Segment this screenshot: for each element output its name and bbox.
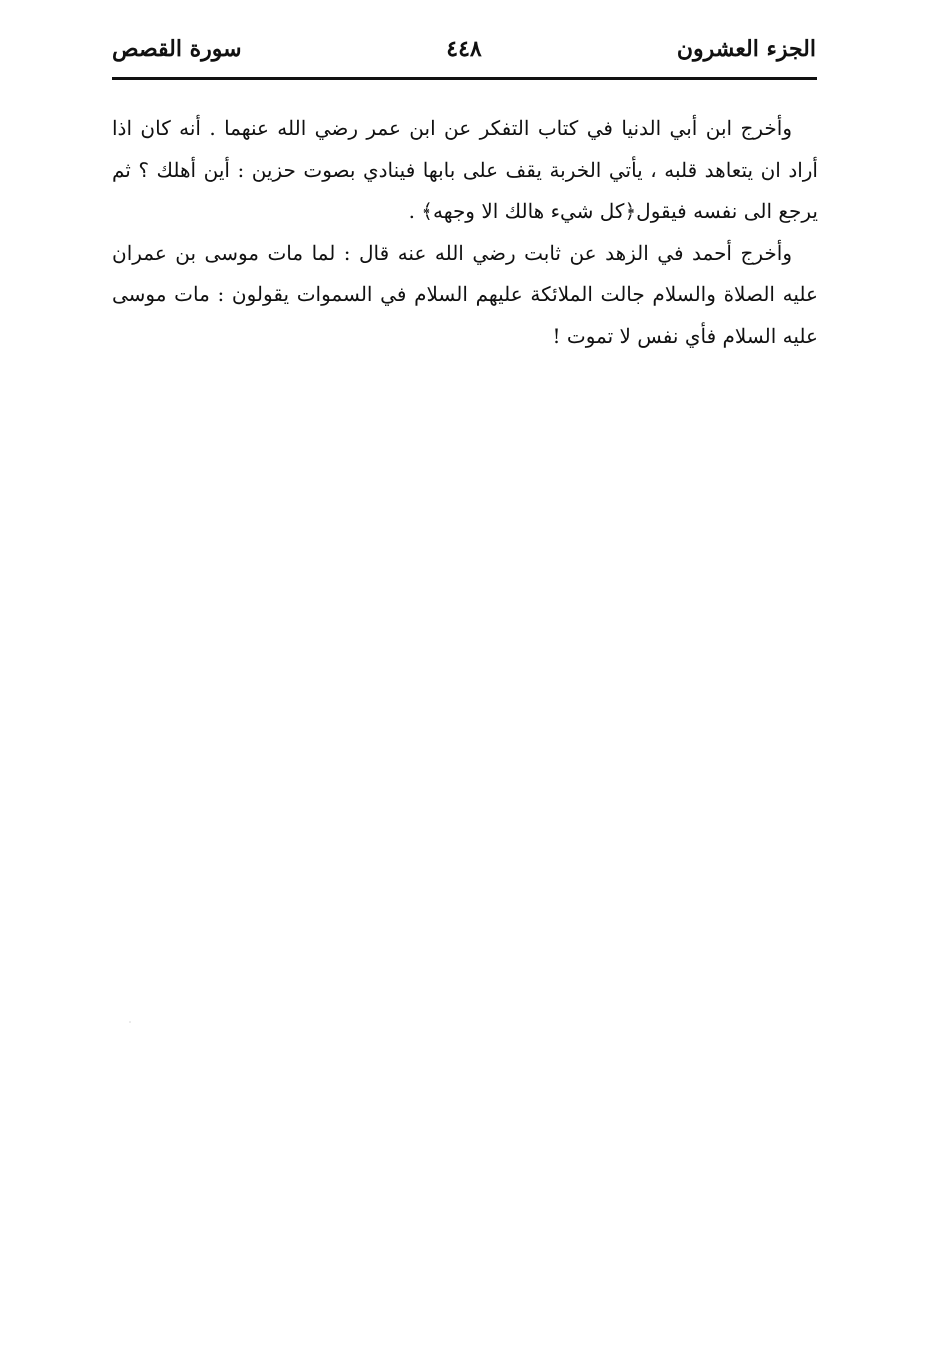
page-header [112, 34, 816, 68]
scan-speck: ˙ [128, 1021, 132, 1030]
paragraph-text: وأخرج أحمد في الزهد عن ثابت رضي الله عنه قال : لما مات موسى بن عمران عليه الصلاة والسلام جالت الملائكة عليهم السلام في السموات يقولون : مات موسى عليه السلام فأي نفس لا تموت ! [112, 240, 818, 348]
paragraph [112, 233, 818, 358]
header-divider [112, 77, 817, 80]
part-label: الجزء العشرون [676, 36, 816, 62]
paragraph-text: وأخرج ابن أبي الدنيا في كتاب التفكر عن ابن عمر رضي الله عنهما . أنه كان اذا أراد ان يتعاهد قلبه ، يأتي الخربة يقف على بابها فينادي بصوت حزين : أين أهلك ؟ ثم يرجع الى نفسه فيقول﴿كل شيء هالك الا وجهه﴾ . [112, 116, 818, 223]
paragraph [112, 108, 818, 233]
page-body [112, 108, 818, 357]
page-number: ٤٤٨ [446, 36, 482, 62]
surah-label: سورة القصص [112, 36, 242, 62]
